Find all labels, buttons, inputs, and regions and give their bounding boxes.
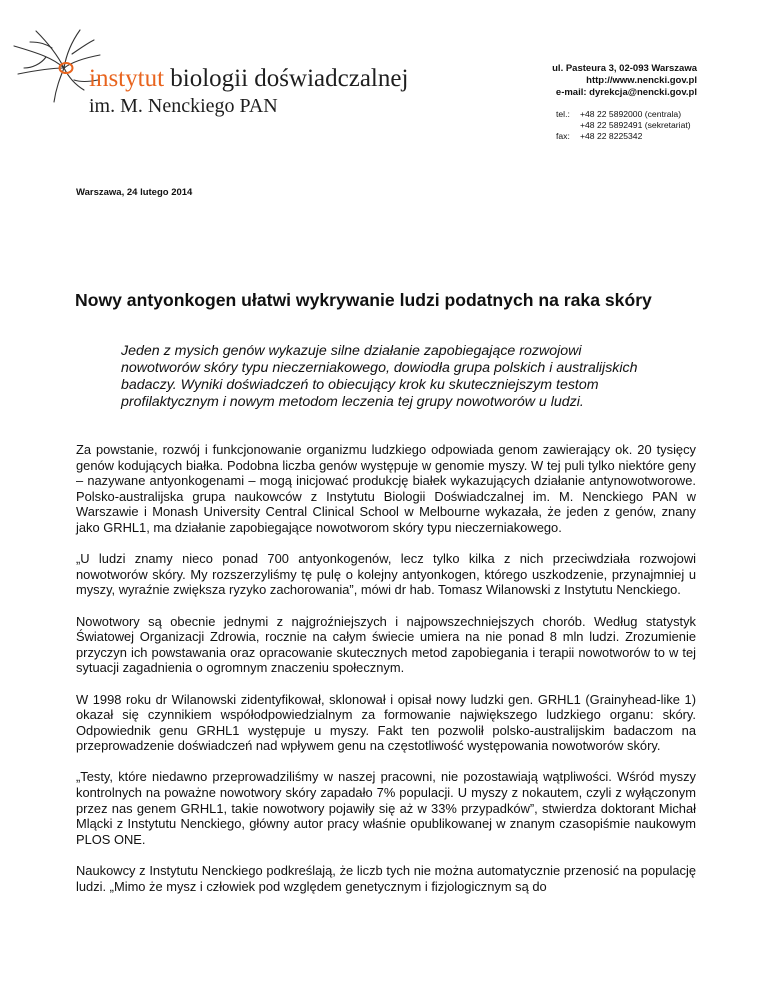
- contact-row-phone-secretary: [556, 120, 691, 131]
- contact-value: +48 22 8225342: [580, 131, 643, 141]
- address-street: ul. Pasteura 3, 02-093 Warszawa: [552, 63, 697, 74]
- contact-row-fax: [556, 131, 691, 142]
- address-email[interactable]: e-mail: dyrekcja@nencki.gov.pl: [555, 87, 697, 98]
- document-title: Nowy antyonkogen ułatwi wykrywanie ludzi podatnych na raka skóry: [75, 290, 652, 310]
- contact-value: +48 22 5892491 (sekretariat): [580, 120, 691, 130]
- address-website[interactable]: http://www.nencki.gov.pl: [586, 75, 697, 86]
- document-date: Warszawa, 24 lutego 2014: [76, 187, 193, 198]
- body-paragraph: Za powstanie, rozwój i funkcjonowanie organizmu ludzkiego odpowiada genom zawierający ok. 20 tysięcy genów kodujących białka. Podobna liczba genów występuje w genomie myszy. W tej puli tylko niektóre geny – nazywane antyonkogenami – mogą inicjować produkcję białek wykazujących działanie antynowotworowe. Polsko-australijska grupa naukowców z Instytutu Biologii Doświadczalnej im. M. Nenckiego PAN w Warszawie i Monash University Central Clinical School w Melbourne wykazała, że jeden z genów, znany jako GRHL1, ma działanie zapobiegające nowotworom skóry typu nieczerniakowego.: [76, 442, 696, 535]
- institute-name: [89, 64, 408, 94]
- contact-label: fax:: [556, 131, 570, 141]
- institute-name-rest: biologii doświadczalnej: [164, 65, 409, 92]
- body-paragraph: Nowotwory są obecnie jednymi z najgroźniejszych i najpowszechniejszych chorób. Według statystyk Światowej Organizacji Zdrowia, rocznie na całym świecie umiera na nie ponad 8 mln ludzi. Zrozumienie przyczyn ich powstawania oraz opracowanie skutecznych metod zapobiegania i terapii nowotworów to w tej sytuacji zagadnienia o ogromnym znaczeniu społecznym.: [76, 613, 696, 676]
- institute-patron: im. M. Nenckiego PAN: [89, 95, 278, 117]
- contact-label: tel.:: [556, 109, 570, 119]
- body-paragraph: W 1998 roku dr Wilanowski zidentyfikował, sklonował i opisał nowy ludzki gen. GRHL1 (Grainyhead-like 1) okazał się czynnikiem współodpowiedzialnym za formowanie największego ludzkiego organu: skóry. Odpowiednik genu GRHL1 występuje u myszy. Fakt ten pozwolił polsko-australijskim badaczom na przeprowadzenie doświadczeń nad wpływem genu na częstotliwość występowania nowotworów skóry.: [76, 691, 696, 754]
- lead-paragraph: Jeden z mysich genów wykazuje silne działanie zapobiegające rozwojowi nowotworów skóry typu nieczerniakowego, dowiodła grupa polskich i australijskich badaczy. Wyniki doświadczeń to obiecujący krok ku skuteczniejszym testom profilaktycznym i nowym metodom leczenia tej grupy nowotworów u ludzi.: [121, 343, 638, 410]
- contact-value: +48 22 5892000 (centrala): [580, 109, 682, 119]
- body-paragraph: Naukowcy z Instytutu Nenckiego podkreślają, że liczb tych nie można automatycznie przenosić na populację ludzi. „Mimo że mysz i człowiek pod względem genetycznym i fizjologicznym są do: [76, 863, 696, 894]
- contact-list: [556, 109, 691, 142]
- contact-row-phone: [556, 109, 691, 120]
- address-block: [552, 63, 697, 99]
- contact-label: [556, 120, 580, 131]
- body-paragraph: „Testy, które niedawno przeprowadziliśmy w naszej pracowni, nie pozostawiają wątpliwości. Wśród myszy kontrolnych na poważne nowotwory skóry zapadało 7% populacji. U myszy z nokautem, czyli z wyłączonym przez nas genem GRHL1, takie nowotwory pojawiły się aż w 33% przypadków”, stwierdza doktorant Michał Mlącki z Instytutu Nenckiego, główny autor pracy właśnie opublikowanej w znanym czasopiśmie naukowym PLOS ONE.: [76, 769, 696, 847]
- institute-name-accent: instytut: [89, 65, 165, 92]
- body-text: [76, 442, 696, 894]
- body-paragraph: „U ludzi znamy nieco ponad 700 antyonkogenów, lecz tylko kilka z nich przeciwdziała rozwojowi nowotworów skóry. My rozszerzyliśmy tę pulę o kolejny antyonkogen, którego uszkodzenie, przynajmniej u myszy, wyraźnie zwiększa ryzyko zachorowania”, mówi dr hab. Tomasz Wilanowski z Instytutu Nenckiego.: [76, 551, 696, 598]
